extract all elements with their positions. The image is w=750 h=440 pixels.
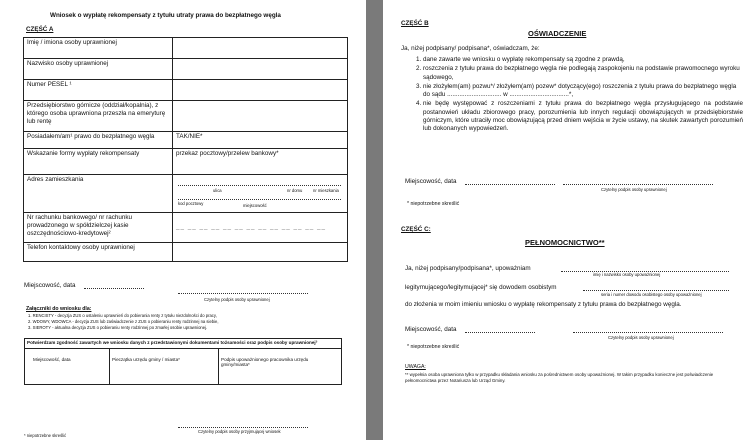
form-label: Wskazanie formy wypłaty rekompensaty — [24, 149, 173, 175]
form-value-field[interactable] — [173, 80, 348, 101]
address-caption: nr mieszkania — [313, 188, 339, 193]
address-caption: miejscowość — [243, 203, 267, 208]
poa-text-line: do złożenia w moim imieniu wniosku o wypłatę rekompensaty z tytułu prawa do bezpłatnego węgla. — [405, 301, 682, 308]
form-value-field[interactable] — [173, 101, 348, 132]
receiver-signature-line[interactable] — [178, 427, 308, 428]
signature-line[interactable] — [563, 184, 713, 185]
poa-caption: seria i numer dowodu osobistego osoby upoważnionej — [601, 292, 702, 297]
form-label: Nr rachunku bankowego/ nr rachunku prowadzonego w spółdzielczej kasie oszczędnościowo-kredytowej² — [24, 213, 173, 243]
address-caption: ulica — [213, 188, 222, 193]
attachment-item: 3. SIEROTY - aktualna decyzja ZUS o pobieraniu renty rodzinnej po zmarłej osobie uprawnionej. — [28, 325, 208, 330]
form-value-field[interactable] — [173, 243, 348, 262]
attachments-title: Załączniki do wniosku dla: — [26, 306, 92, 312]
applicant-form-table — [23, 37, 348, 262]
attachment-item: 2. WDOWY, WDOWCA - decyzja ZUS lub zaświadczenie z ZUS o pobieraniu renty rodzinnej na siebie, — [28, 319, 219, 324]
form-value-field[interactable] — [173, 59, 348, 80]
signature-caption: Czytelny podpis osoby uprawnionej — [204, 297, 270, 302]
confirmation-col-label: Pieczątka urzędu gminy / miasta* — [112, 357, 180, 362]
statement-item: 3. nie złożyłem(am) pozwu*/ złożyłem(am) pozew* dotyczący(ego) roszczenia z tytułu prawa do bezpłatnego węgla do sądu ............................... w ..................................*, — [423, 83, 743, 100]
address-caption: nr domu — [287, 188, 303, 193]
confirmation-cell[interactable] — [110, 349, 219, 385]
section-b-heading: CZĘŚĆ B — [401, 20, 429, 27]
confirmation-col-label: Podpis upoważnionego pracownika urzędu gminy/miasta* — [221, 357, 309, 367]
id-number-line[interactable] — [583, 290, 729, 291]
form-label: Numer PESEL ¹ — [24, 80, 173, 101]
signature-line[interactable] — [573, 332, 723, 333]
form-label: Telefon kontaktowy osoby uprawnionej — [24, 243, 173, 262]
poa-caption: imię i nazwisko osoby upoważnionej — [593, 272, 661, 277]
poa-text-line: Ja, niżej podpisany/podpisana*, upoważniam — [405, 265, 531, 272]
signature-line[interactable] — [178, 293, 308, 294]
account-number-field[interactable] — [173, 213, 348, 243]
statement-item: 2. roszczenia z tytułu prawa do bezpłatnego węgla nie podlegają zaspokojeniu na podstawie prawomocnego wyroku sądowego, — [423, 65, 743, 82]
confirmation-cell[interactable] — [25, 349, 110, 385]
form-page-right — [383, 0, 750, 440]
form-label: Posiadałem/am¹ prawo do bezpłatnego węgla — [24, 132, 173, 149]
statement-item: 4. nie będę występować z roszczeniami z tytułu prawa do bezpłatnego węgla przysługującego na podstawie postanowień układu zbiorowego pracy, porozumienia lub innych regulacji obowiązujących w przedsiębiorstwie górniczym, które utraciły moc obowiązującą przed dniem wejścia w życie ustawy, na skutek zawartych porozumień lub dokonanych wypowiedzeń. — [423, 100, 743, 133]
form-label: Imię / imiona osoby uprawnionej — [24, 38, 173, 59]
signature-caption: Czytelny podpis osoby uprawnionej — [601, 187, 667, 192]
attachment-item: 1. RENCISTY - decyzja ZUS o ustaleniu uprawnień do pobierania renty z tytułu niezdolności do pracy, — [28, 313, 217, 318]
account-number-blanks: __ __ __ __ __ __ __ __ __ __ __ __ __ — [176, 223, 327, 231]
poa-text-line: legitymującego/legitymującej* się dowodem osobistym — [405, 284, 557, 291]
confirmation-table — [24, 338, 342, 385]
place-date-line[interactable] — [84, 288, 144, 289]
signature-caption: Czytelny podpis osoby uprawnionej — [608, 335, 674, 340]
statement-intro: Ja, niżej podpisany/ podpisana*, oświadczam, że: — [401, 45, 540, 52]
form-value-field[interactable]: przekaz pocztowy/przelew bankowy* — [173, 149, 348, 175]
poa-title: PEŁNOMOCNICTWO** — [525, 238, 605, 247]
confirmation-header: Potwierdzam zgodność zawartych we wniosku danych z przedstawionymi dokumentami tożsamości oraz podpis osoby uprawnionej³ — [25, 339, 342, 349]
form-label: Nazwisko osoby uprawnionej — [24, 59, 173, 80]
note-title: UWAGA: — [405, 364, 426, 370]
statement-title: OŚWIADCZENIE — [528, 29, 587, 38]
statement-item: 1. dane zawarte we wniosku o wypłatę rekompensaty są zgodne z prawdą, — [423, 56, 743, 64]
form-label: Adres zamieszkania — [24, 175, 173, 213]
form-title: Wniosek o wypłatę rekompensaty z tytułu utraty prawa do bezpłatnego węgla — [50, 12, 281, 19]
receiver-signature-caption: Czytelny podpis osoby przyjmującej wniosek — [198, 429, 281, 434]
place-date-label: Miejscowość, data — [24, 282, 76, 289]
form-value-field[interactable]: TAK/NIE* — [173, 132, 348, 149]
section-c-heading: CZĘŚĆ C: — [401, 226, 431, 233]
confirmation-col-label: Miejscowość, data — [33, 357, 71, 362]
footnote: * niepotrzebne skreślić — [407, 201, 460, 207]
address-caption: kod pocztowy — [178, 201, 204, 206]
form-page-left — [0, 0, 366, 440]
section-a-heading: CZĘŚĆ A — [26, 26, 54, 33]
statement-list — [405, 56, 743, 135]
place-date-line[interactable] — [465, 332, 535, 333]
note-text: ** wypełnia osoba uprawniona tylko w przypadku składania wniosku za pośrednictwem osoby upoważnionej. W takim przypadku konieczne jest poświadczenie pełnomocnictwa przez Notariusza lub Urząd Gminy. — [405, 372, 714, 383]
footnote: * niepotrzebne skreślić — [407, 344, 460, 350]
address-field[interactable] — [173, 175, 348, 213]
place-date-label: Miejscowość, data — [405, 178, 457, 185]
form-label: Przedsiębiorstwo górnicze (oddział/kopalnia), z którego osoba uprawniona przeszła na emeryturę lub rentę — [24, 101, 173, 132]
place-date-line[interactable] — [465, 184, 555, 185]
form-value-field[interactable] — [173, 38, 348, 59]
confirmation-cell[interactable] — [219, 349, 342, 385]
place-date-label: Miejscowość, data — [405, 326, 457, 333]
footnote: * niepotrzebne skreślić — [24, 433, 67, 438]
